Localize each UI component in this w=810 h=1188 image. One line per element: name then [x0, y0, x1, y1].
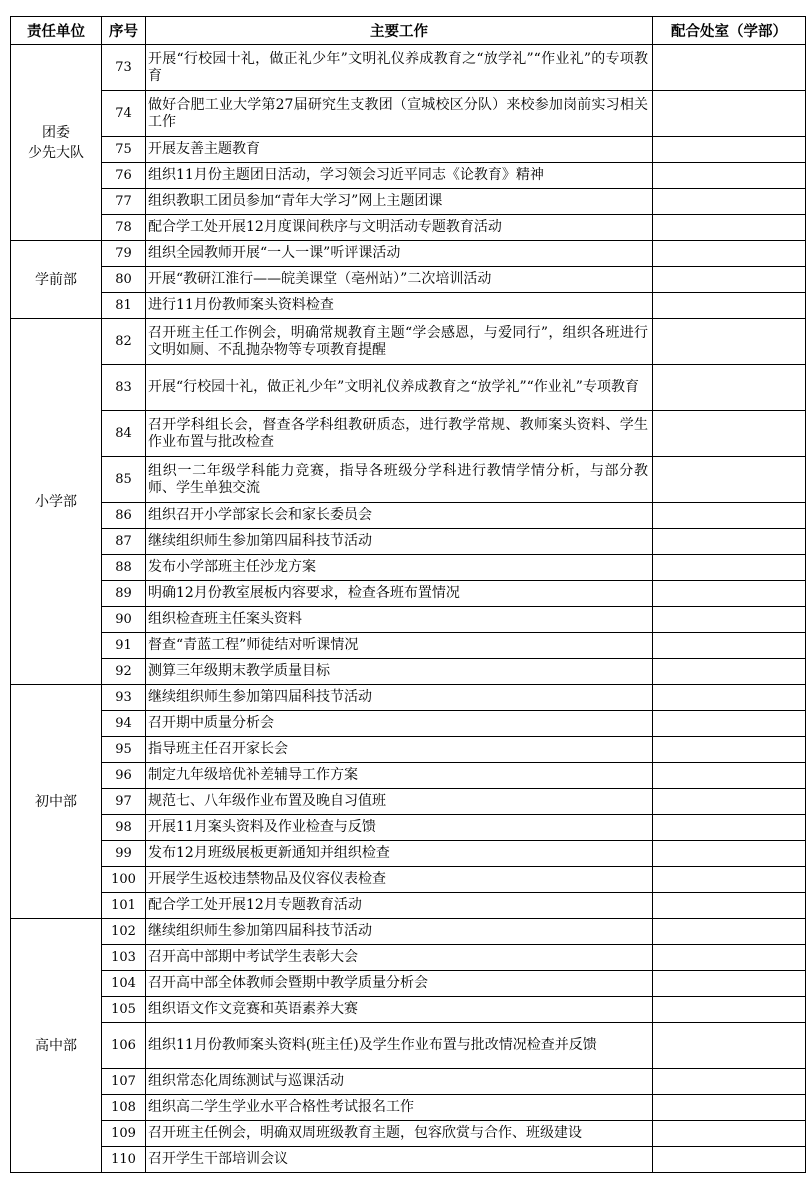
main-work-cell: 开展11月案头资料及作业检查与反馈 — [146, 815, 653, 841]
table-row — [11, 215, 806, 241]
sequence-number-cell: 105 — [102, 997, 146, 1023]
main-work-cell: 开展“行校园十礼，做正礼少年”文明礼仪养成教育之“放学礼”“作业礼”专项教育 — [146, 365, 653, 411]
table-row — [11, 711, 806, 737]
main-work-cell: 召开高中部期中考试学生表彰大会 — [146, 945, 653, 971]
sequence-number-cell: 82 — [102, 319, 146, 365]
table-row — [11, 997, 806, 1023]
cooperating-office-cell — [653, 893, 806, 919]
cooperating-office-cell — [653, 633, 806, 659]
sequence-number-cell: 86 — [102, 503, 146, 529]
sequence-number-cell: 93 — [102, 685, 146, 711]
cooperating-office-cell — [653, 1069, 806, 1095]
sequence-number-cell: 110 — [102, 1147, 146, 1173]
table-row — [11, 163, 806, 189]
table-row — [11, 945, 806, 971]
main-work-cell: 组织全园教师开展“一人一课”听评课活动 — [146, 241, 653, 267]
sequence-number-cell: 92 — [102, 659, 146, 685]
sequence-number-cell: 90 — [102, 607, 146, 633]
cooperating-office-cell — [653, 555, 806, 581]
cooperating-office-cell — [653, 529, 806, 555]
main-work-cell: 开展“教研江淮行——皖美课堂（亳州站）”二次培训活动 — [146, 267, 653, 293]
table-row — [11, 737, 806, 763]
header-work: 主要工作 — [146, 17, 653, 45]
sequence-number-cell: 108 — [102, 1095, 146, 1121]
sequence-number-cell: 103 — [102, 945, 146, 971]
sequence-number-cell: 87 — [102, 529, 146, 555]
main-work-cell: 召开高中部全体教师会暨期中教学质量分析会 — [146, 971, 653, 997]
main-work-cell: 继续组织师生参加第四届科技节活动 — [146, 919, 653, 945]
cooperating-office-cell — [653, 685, 806, 711]
table-row — [11, 685, 806, 711]
sequence-number-cell: 77 — [102, 189, 146, 215]
work-plan-table — [10, 16, 806, 1173]
table-body — [11, 45, 806, 1173]
cooperating-office-cell — [653, 241, 806, 267]
table-row — [11, 189, 806, 215]
main-work-cell: 组织语文作文竞赛和英语素养大赛 — [146, 997, 653, 1023]
cooperating-office-cell — [653, 945, 806, 971]
main-work-cell: 组织11月份教师案头资料(班主任)及学生作业布置与批改情况检查并反馈 — [146, 1023, 653, 1069]
cooperating-office-cell — [653, 867, 806, 893]
table-row — [11, 45, 806, 91]
table-row — [11, 581, 806, 607]
header-seq: 序号 — [102, 17, 146, 45]
table-row — [11, 293, 806, 319]
table-row — [11, 815, 806, 841]
sequence-number-cell: 75 — [102, 137, 146, 163]
main-work-cell: 发布小学部班主任沙龙方案 — [146, 555, 653, 581]
table-row — [11, 457, 806, 503]
main-work-cell: 发布12月班级展板更新通知并组织检查 — [146, 841, 653, 867]
table-row — [11, 919, 806, 945]
main-work-cell: 组织召开小学部家长会和家长委员会 — [146, 503, 653, 529]
table-row — [11, 1069, 806, 1095]
main-work-cell: 组织教职工团员参加“青年大学习”网上主题团课 — [146, 189, 653, 215]
sequence-number-cell: 94 — [102, 711, 146, 737]
cooperating-office-cell — [653, 1095, 806, 1121]
cooperating-office-cell — [653, 1147, 806, 1173]
main-work-cell: 明确12月份教室展板内容要求，检查各班布置情况 — [146, 581, 653, 607]
table-row — [11, 789, 806, 815]
main-work-cell: 开展友善主题教育 — [146, 137, 653, 163]
cooperating-office-cell — [653, 267, 806, 293]
table-row — [11, 1147, 806, 1173]
responsible-unit-cell: 高中部 — [11, 919, 102, 1173]
sequence-number-cell: 83 — [102, 365, 146, 411]
sequence-number-cell: 107 — [102, 1069, 146, 1095]
main-work-cell: 开展“行校园十礼，做正礼少年”文明礼仪养成教育之“放学礼”“作业礼”的专项教育 — [146, 45, 653, 91]
sequence-number-cell: 96 — [102, 763, 146, 789]
cooperating-office-cell — [653, 607, 806, 633]
cooperating-office-cell — [653, 293, 806, 319]
sequence-number-cell: 73 — [102, 45, 146, 91]
cooperating-office-cell — [653, 763, 806, 789]
table-row — [11, 1095, 806, 1121]
main-work-cell: 召开学科组长会，督查各学科组教研质态，进行教学常规、教师案头资料、学生作业布置与批改检查 — [146, 411, 653, 457]
sequence-number-cell: 91 — [102, 633, 146, 659]
main-work-cell: 配合学工处开展12月度课间秩序与文明活动专题教育活动 — [146, 215, 653, 241]
main-work-cell: 继续组织师生参加第四届科技节活动 — [146, 529, 653, 555]
cooperating-office-cell — [653, 1121, 806, 1147]
sequence-number-cell: 89 — [102, 581, 146, 607]
table-row — [11, 319, 806, 365]
main-work-cell: 进行11月份教师案头资料检查 — [146, 293, 653, 319]
work-plan-table-container — [10, 16, 806, 1173]
cooperating-office-cell — [653, 841, 806, 867]
cooperating-office-cell — [653, 919, 806, 945]
table-row — [11, 411, 806, 457]
main-work-cell: 组织检查班主任案头资料 — [146, 607, 653, 633]
main-work-cell: 组织11月份主题团日活动，学习领会习近平同志《论教育》精神 — [146, 163, 653, 189]
header-unit: 责任单位 — [11, 17, 102, 45]
sequence-number-cell: 80 — [102, 267, 146, 293]
cooperating-office-cell — [653, 215, 806, 241]
main-work-cell: 组织一二年级学科能力竞赛，指导各班级分学科进行教情学情分析，与部分教师、学生单独交流 — [146, 457, 653, 503]
sequence-number-cell: 106 — [102, 1023, 146, 1069]
cooperating-office-cell — [653, 45, 806, 91]
table-row — [11, 91, 806, 137]
table-row — [11, 633, 806, 659]
cooperating-office-cell — [653, 815, 806, 841]
sequence-number-cell: 81 — [102, 293, 146, 319]
table-row — [11, 241, 806, 267]
sequence-number-cell: 99 — [102, 841, 146, 867]
main-work-cell: 制定九年级培优补差辅导工作方案 — [146, 763, 653, 789]
responsible-unit-cell: 初中部 — [11, 685, 102, 919]
cooperating-office-cell — [653, 737, 806, 763]
main-work-cell: 指导班主任召开家长会 — [146, 737, 653, 763]
table-row — [11, 841, 806, 867]
responsible-unit-cell: 团委 少先大队 — [11, 45, 102, 241]
main-work-cell: 召开班主任例会，明确双周班级教育主题，包容欣赏与合作、班级建设 — [146, 1121, 653, 1147]
sequence-number-cell: 79 — [102, 241, 146, 267]
cooperating-office-cell — [653, 789, 806, 815]
main-work-cell: 督查“青蓝工程”师徒结对听课情况 — [146, 633, 653, 659]
main-work-cell: 做好合肥工业大学第27届研究生支教团（宣城校区分队）来校参加岗前实习相关工作 — [146, 91, 653, 137]
cooperating-office-cell — [653, 365, 806, 411]
table-row — [11, 267, 806, 293]
responsible-unit-cell: 学前部 — [11, 241, 102, 319]
table-row — [11, 1121, 806, 1147]
main-work-cell: 继续组织师生参加第四届科技节活动 — [146, 685, 653, 711]
table-row — [11, 867, 806, 893]
sequence-number-cell: 78 — [102, 215, 146, 241]
main-work-cell: 组织常态化周练测试与巡课活动 — [146, 1069, 653, 1095]
cooperating-office-cell — [653, 91, 806, 137]
cooperating-office-cell — [653, 581, 806, 607]
cooperating-office-cell — [653, 163, 806, 189]
sequence-number-cell: 85 — [102, 457, 146, 503]
sequence-number-cell: 100 — [102, 867, 146, 893]
main-work-cell: 组织高二学生学业水平合格性考试报名工作 — [146, 1095, 653, 1121]
sequence-number-cell: 102 — [102, 919, 146, 945]
sequence-number-cell: 97 — [102, 789, 146, 815]
sequence-number-cell: 101 — [102, 893, 146, 919]
cooperating-office-cell — [653, 457, 806, 503]
cooperating-office-cell — [653, 711, 806, 737]
main-work-cell: 召开学生干部培训会议 — [146, 1147, 653, 1173]
main-work-cell: 配合学工处开展12月专题教育活动 — [146, 893, 653, 919]
main-work-cell: 测算三年级期末教学质量目标 — [146, 659, 653, 685]
table-row — [11, 1023, 806, 1069]
sequence-number-cell: 95 — [102, 737, 146, 763]
header-coop: 配合处室（学部） — [653, 17, 806, 45]
sequence-number-cell: 109 — [102, 1121, 146, 1147]
cooperating-office-cell — [653, 411, 806, 457]
main-work-cell: 开展学生返校违禁物品及仪容仪表检查 — [146, 867, 653, 893]
sequence-number-cell: 88 — [102, 555, 146, 581]
table-row — [11, 365, 806, 411]
sequence-number-cell: 74 — [102, 91, 146, 137]
cooperating-office-cell — [653, 1023, 806, 1069]
table-row — [11, 659, 806, 685]
table-row — [11, 137, 806, 163]
sequence-number-cell: 98 — [102, 815, 146, 841]
header-row — [11, 17, 806, 45]
sequence-number-cell: 104 — [102, 971, 146, 997]
cooperating-office-cell — [653, 503, 806, 529]
table-row — [11, 555, 806, 581]
cooperating-office-cell — [653, 659, 806, 685]
table-row — [11, 763, 806, 789]
table-row — [11, 607, 806, 633]
cooperating-office-cell — [653, 319, 806, 365]
sequence-number-cell: 76 — [102, 163, 146, 189]
table-row — [11, 971, 806, 997]
cooperating-office-cell — [653, 189, 806, 215]
table-row — [11, 893, 806, 919]
table-row — [11, 503, 806, 529]
cooperating-office-cell — [653, 137, 806, 163]
main-work-cell: 召开班主任工作例会，明确常规教育主题“学会感恩，与爱同行”，组织各班进行文明如厕、不乱抛杂物等专项教育提醒 — [146, 319, 653, 365]
table-row — [11, 529, 806, 555]
responsible-unit-cell: 小学部 — [11, 319, 102, 685]
cooperating-office-cell — [653, 997, 806, 1023]
sequence-number-cell: 84 — [102, 411, 146, 457]
main-work-cell: 召开期中质量分析会 — [146, 711, 653, 737]
cooperating-office-cell — [653, 971, 806, 997]
main-work-cell: 规范七、八年级作业布置及晚自习值班 — [146, 789, 653, 815]
